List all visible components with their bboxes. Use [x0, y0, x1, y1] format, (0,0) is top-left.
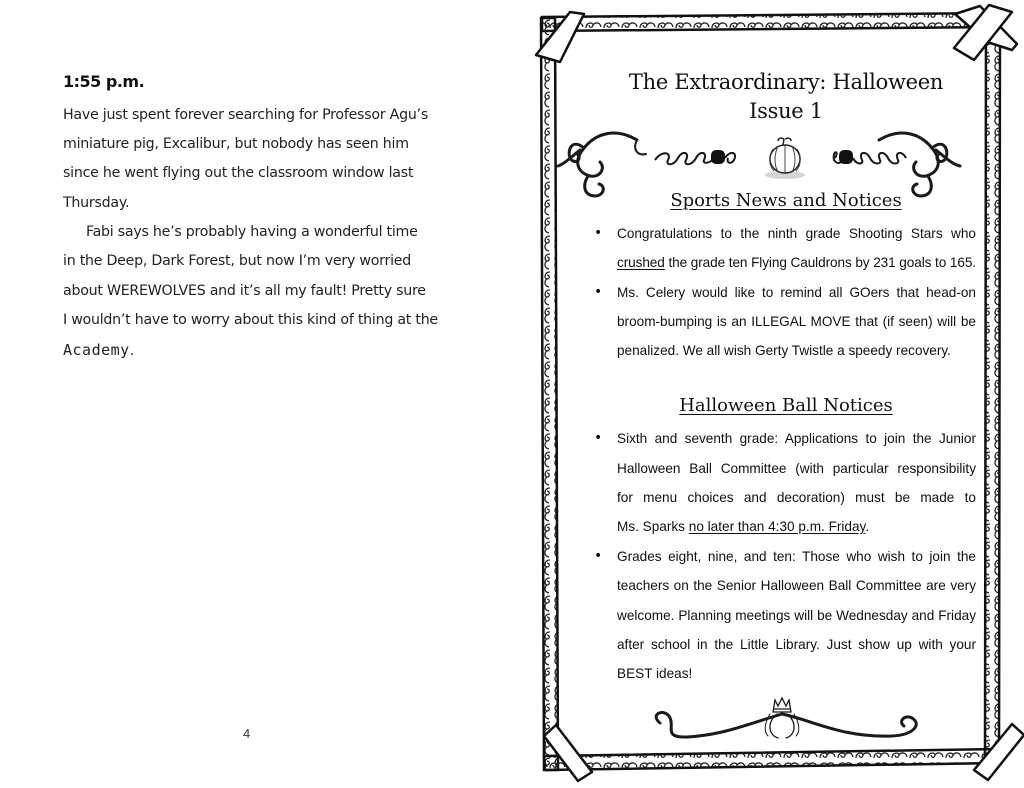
notice-line-start: Ms. Sparks [617, 519, 689, 534]
underlined-deadline: no later than 4:30 p.m. Friday [688, 519, 866, 534]
diary-line: Thursday. [63, 195, 130, 211]
notice-line: BEST ideas! [617, 666, 693, 681]
bullet: • [594, 225, 603, 241]
bullet: • [594, 430, 603, 446]
frame-left-border [541, 18, 558, 770]
section-heading-sports [612, 190, 960, 211]
curl-vine-right [853, 153, 906, 164]
academy-word: Academy [63, 341, 130, 359]
curl-vine-left [655, 153, 714, 164]
section-heading-ball [612, 395, 960, 416]
pumpkin-icon [765, 138, 805, 179]
diary-entry-time: 1:55 p.m. [63, 72, 145, 91]
notice-line: teachers on the Senior Halloween Ball Committee are very [617, 578, 976, 593]
newsletter-issue: Issue 1 [749, 99, 823, 123]
diary-line-last [63, 341, 134, 359]
notice-line: Sixth and seventh grade: Applications to join the Junior [617, 431, 976, 446]
notice-line: broom-bumping is an ILLEGAL MOVE that (if seen) will be [617, 314, 976, 329]
cauldron-icon-right [839, 150, 853, 164]
diary-line: Fabi says he’s probably having a wonderful time [86, 224, 418, 240]
notice-line: welcome. Planning meetings will be Wednesday and Friday [617, 608, 976, 623]
period: . [129, 343, 134, 359]
notice-line: after school in the Little Library. Just show up with your [617, 637, 976, 652]
diary-line: about WEREWOLVES and it’s all my fault! Pretty sure [63, 283, 426, 299]
notice-line: Grades eight, nine, and ten: Those who wish to join the [617, 549, 976, 564]
notice-line [617, 519, 976, 535]
diary-line: since he went flying out the classroom window last [63, 165, 414, 181]
notice-line: Halloween Ball Committee (with particular responsibility [617, 461, 976, 476]
underlined-crushed: crushed [617, 255, 665, 270]
diary-line: in the Deep, Dark Forest, but now I’m very worried [63, 253, 411, 269]
page-number: 4 [243, 726, 251, 741]
ball-heading-text: Halloween Ball Notices [679, 395, 893, 416]
crown-icon [773, 698, 791, 712]
diary-line: Have just spent forever searching for Professor Agu’s [63, 107, 428, 123]
notice-line: Congratulations to the ninth grade Shooting Stars who [617, 226, 976, 241]
frame-top-border [542, 13, 1000, 31]
frame-right-border [985, 14, 1000, 762]
diary-line: miniature pig, Excalibur, but nobody has seen him [63, 136, 409, 152]
notice-line: Ms. Celery would like to remind all GOers that head-on [617, 285, 976, 300]
notice-line: penalized. We all wish Gerty Twistle a speedy recovery. [617, 343, 951, 358]
bottom-ornament [656, 712, 916, 738]
right-page [512, 0, 1024, 788]
bullet: • [594, 284, 603, 300]
notice-line: for menu choices and decoration) must be made to [617, 490, 976, 505]
sports-heading-text: Sports News and Notices [670, 190, 902, 211]
notice-line-rest: the grade ten Flying Cauldrons by 231 goals to 165. [664, 255, 976, 270]
frame-bottom-border [544, 749, 999, 770]
bullet: • [594, 548, 603, 564]
notice-line-end: . [865, 519, 870, 534]
curl-left-small [725, 153, 735, 163]
swirl-ornament-right [879, 133, 960, 196]
notice-line [617, 255, 976, 271]
newsletter-title: The Extraordinary: Halloween [628, 70, 944, 94]
diary-line: I wouldn’t have to worry about this kind of thing at the [63, 312, 438, 328]
swirl-ornament-left [558, 133, 646, 196]
cauldron-icon-left [711, 150, 725, 164]
